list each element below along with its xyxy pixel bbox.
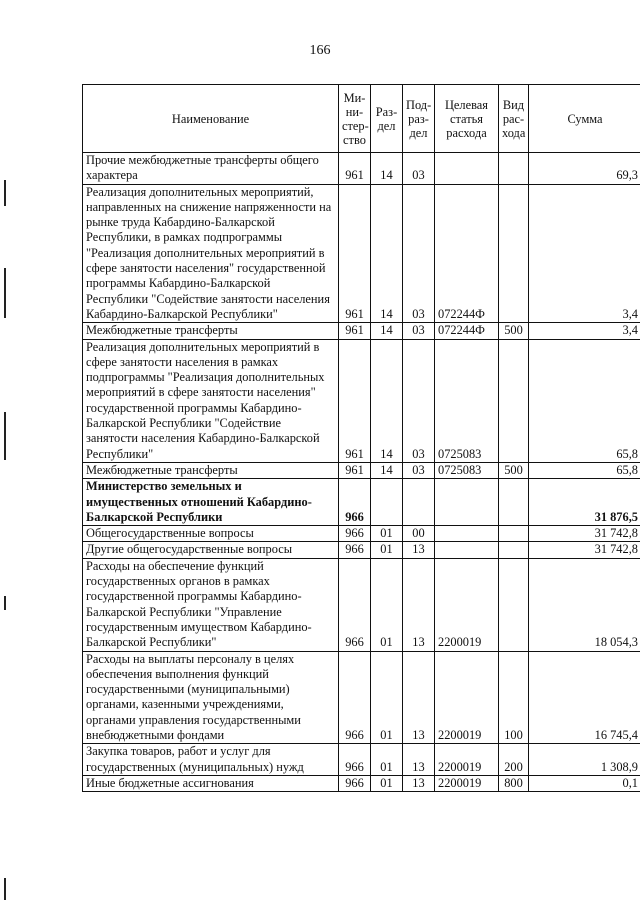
cell-name: Межбюджетные трансферты	[83, 462, 339, 478]
cell-section: 14	[371, 184, 403, 323]
cell-expense-type: 500	[499, 323, 529, 339]
cell-ministry: 966	[339, 558, 371, 651]
cell-section: 14	[371, 462, 403, 478]
table-row	[83, 526, 640, 542]
cell-name: Иные бюджетные ассигнования	[83, 775, 339, 791]
margin-mark-4	[4, 596, 6, 610]
cell-subsection: 13	[403, 558, 435, 651]
cell-expense-type	[499, 479, 529, 526]
cell-ministry: 966	[339, 542, 371, 558]
cell-sum: 31 742,8	[529, 542, 640, 558]
cell-subsection: 00	[403, 526, 435, 542]
cell-target: 072244Ф	[435, 323, 499, 339]
cell-expense-type: 100	[499, 651, 529, 744]
cell-name: Другие общегосударственные вопросы	[83, 542, 339, 558]
table-header-row	[83, 85, 640, 153]
cell-subsection: 13	[403, 651, 435, 744]
header-target: Целевая статья расхода	[435, 85, 499, 153]
cell-sum: 0,1	[529, 775, 640, 791]
cell-target: 2200019	[435, 651, 499, 744]
table-row	[83, 651, 640, 744]
cell-target: 0725083	[435, 339, 499, 462]
table-row	[83, 153, 640, 185]
cell-target: 2200019	[435, 744, 499, 776]
cell-section: 01	[371, 744, 403, 776]
cell-name: Расходы на обеспечение функций государственных органов в рамках государственной программы Кабардино-Балкарской Республики "Управление государственным имуществом Кабардино-Балкарской Республики"	[83, 558, 339, 651]
budget-table	[82, 84, 640, 792]
header-section: Раз- дел	[371, 85, 403, 153]
cell-section: 01	[371, 651, 403, 744]
cell-ministry: 966	[339, 479, 371, 526]
table-row	[83, 184, 640, 323]
cell-target	[435, 526, 499, 542]
cell-target: 2200019	[435, 558, 499, 651]
cell-target: 072244Ф	[435, 184, 499, 323]
cell-ministry: 966	[339, 744, 371, 776]
cell-target: 0725083	[435, 462, 499, 478]
cell-subsection	[403, 479, 435, 526]
table-row	[83, 339, 640, 462]
table-row	[83, 744, 640, 776]
cell-expense-type: 500	[499, 462, 529, 478]
table-row	[83, 323, 640, 339]
cell-expense-type	[499, 526, 529, 542]
cell-ministry: 961	[339, 184, 371, 323]
margin-mark-2	[4, 268, 6, 318]
cell-subsection: 13	[403, 542, 435, 558]
cell-ministry: 966	[339, 526, 371, 542]
cell-ministry: 966	[339, 775, 371, 791]
cell-ministry: 961	[339, 462, 371, 478]
table-row	[83, 558, 640, 651]
cell-sum: 3,4	[529, 323, 640, 339]
page-number: 166	[309, 43, 331, 58]
cell-section: 01	[371, 526, 403, 542]
cell-subsection: 03	[403, 462, 435, 478]
cell-target	[435, 479, 499, 526]
cell-subsection: 13	[403, 744, 435, 776]
cell-target	[435, 542, 499, 558]
cell-ministry: 966	[339, 651, 371, 744]
cell-sum: 16 745,4	[529, 651, 640, 744]
cell-sum: 31 742,8	[529, 526, 640, 542]
cell-ministry: 961	[339, 323, 371, 339]
header-subsection: Под- раз- дел	[403, 85, 435, 153]
margin-mark-3	[4, 412, 6, 460]
cell-sum: 31 876,5	[529, 479, 640, 526]
table-row	[83, 462, 640, 478]
cell-sum: 18 054,3	[529, 558, 640, 651]
table-row	[83, 542, 640, 558]
margin-mark-5	[4, 878, 6, 900]
cell-sum: 65,8	[529, 339, 640, 462]
cell-name: Закупка товаров, работ и услуг для государственных (муниципальных) нужд	[83, 744, 339, 776]
table-row	[83, 775, 640, 791]
cell-name: Расходы на выплаты персоналу в целях обеспечения выполнения функций государственными (муниципальными) органами, казенными учреждениями, органами управления государственными внебюджетными фондами	[83, 651, 339, 744]
cell-expense-type	[499, 542, 529, 558]
cell-sum: 3,4	[529, 184, 640, 323]
cell-expense-type	[499, 558, 529, 651]
header-expense-type: Вид рас- хода	[499, 85, 529, 153]
cell-expense-type	[499, 339, 529, 462]
cell-section: 14	[371, 153, 403, 185]
cell-name: Министерство земельных и имущественных отношений Кабардино-Балкарской Республики	[83, 479, 339, 526]
cell-section: 14	[371, 339, 403, 462]
cell-subsection: 03	[403, 339, 435, 462]
cell-name: Реализация дополнительных мероприятий, направленных на снижение напряженности на рынке труда Кабардино-Балкарской Республики, в рамках подпрограммы "Реализация дополнительных мероприятий в сфере занятости населения" государственной программы Кабардино-Балкарской Республики "Содействие занятости населения Кабардино-Балкарской Республики"	[83, 184, 339, 323]
cell-expense-type	[499, 184, 529, 323]
cell-section: 01	[371, 775, 403, 791]
cell-section: 01	[371, 542, 403, 558]
cell-name: Реализация дополнительных мероприятий в сфере занятости населения в рамках подпрограммы "Реализация дополнительных мероприятий в сфере занятости населения" государственной программы Кабардино-Балкарской Республики "Содействие занятости населения Кабардино-Балкарской Республики"	[83, 339, 339, 462]
cell-name: Межбюджетные трансферты	[83, 323, 339, 339]
cell-target	[435, 153, 499, 185]
cell-section: 14	[371, 323, 403, 339]
cell-subsection: 03	[403, 323, 435, 339]
cell-expense-type	[499, 153, 529, 185]
cell-section	[371, 479, 403, 526]
cell-sum: 1 308,9	[529, 744, 640, 776]
cell-ministry: 961	[339, 339, 371, 462]
cell-expense-type: 800	[499, 775, 529, 791]
cell-sum: 69,3	[529, 153, 640, 185]
cell-subsection: 03	[403, 184, 435, 323]
cell-sum: 65,8	[529, 462, 640, 478]
cell-subsection: 03	[403, 153, 435, 185]
cell-name: Общегосударственные вопросы	[83, 526, 339, 542]
header-name: Наименование	[83, 85, 339, 153]
header-sum: Сумма	[529, 85, 640, 153]
cell-name: Прочие межбюджетные трансферты общего характера	[83, 153, 339, 185]
cell-ministry: 961	[339, 153, 371, 185]
cell-section: 01	[371, 558, 403, 651]
margin-mark-1	[4, 180, 6, 206]
cell-target: 2200019	[435, 775, 499, 791]
cell-subsection: 13	[403, 775, 435, 791]
header-ministry: Ми- ни- стер- ство	[339, 85, 371, 153]
cell-expense-type: 200	[499, 744, 529, 776]
table-row	[83, 479, 640, 526]
